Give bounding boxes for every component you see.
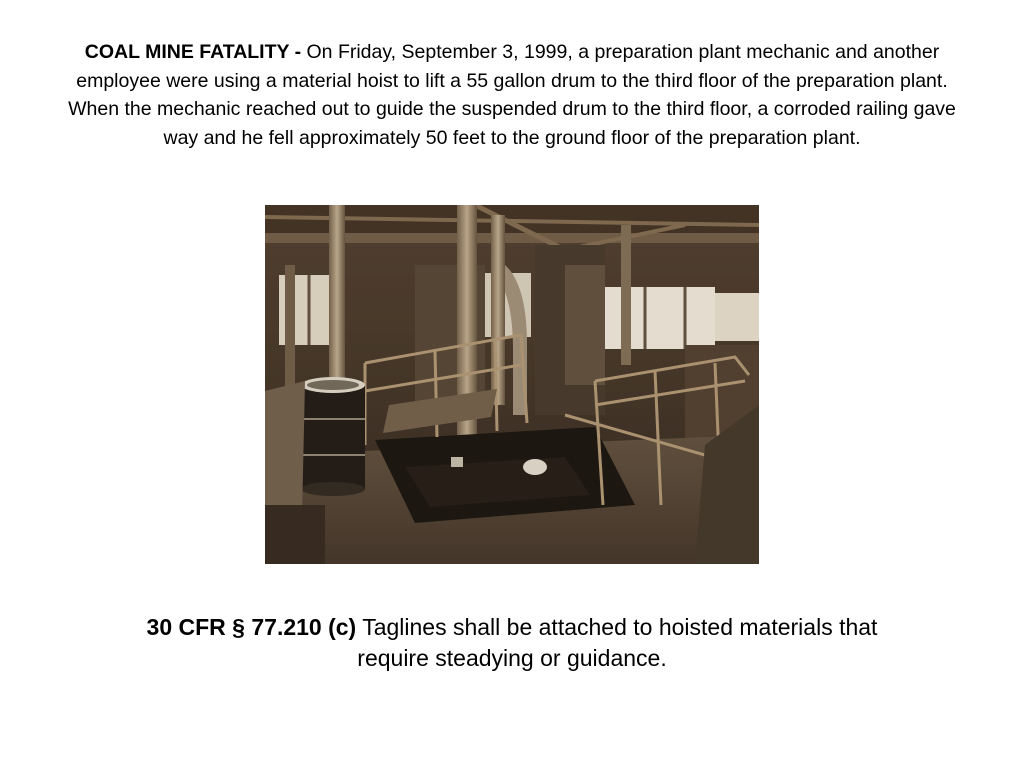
incident-site-photo [265,205,759,564]
regulation-citation: 30 CFR § 77.210 (c) [146,614,357,640]
regulation-statement [130,612,894,674]
regulation-text: Taglines shall be attached to hoisted materials that require steadying or guidance. [356,614,878,671]
incident-description [55,38,969,152]
plant-floor-illustration [265,205,759,564]
incident-heading: COAL MINE FATALITY - [84,41,302,63]
incident-text: On Friday, September 3, 1999, a preparation plant mechanic and another employee were using a material hoist to lift a 55 gallon drum to the third floor of the preparation plant. When the mechanic reached out to guide the suspended drum to the third floor, a corroded railing gave way and he fell approximately 50 feet to the ground floor of the preparation plant. [68,41,956,149]
